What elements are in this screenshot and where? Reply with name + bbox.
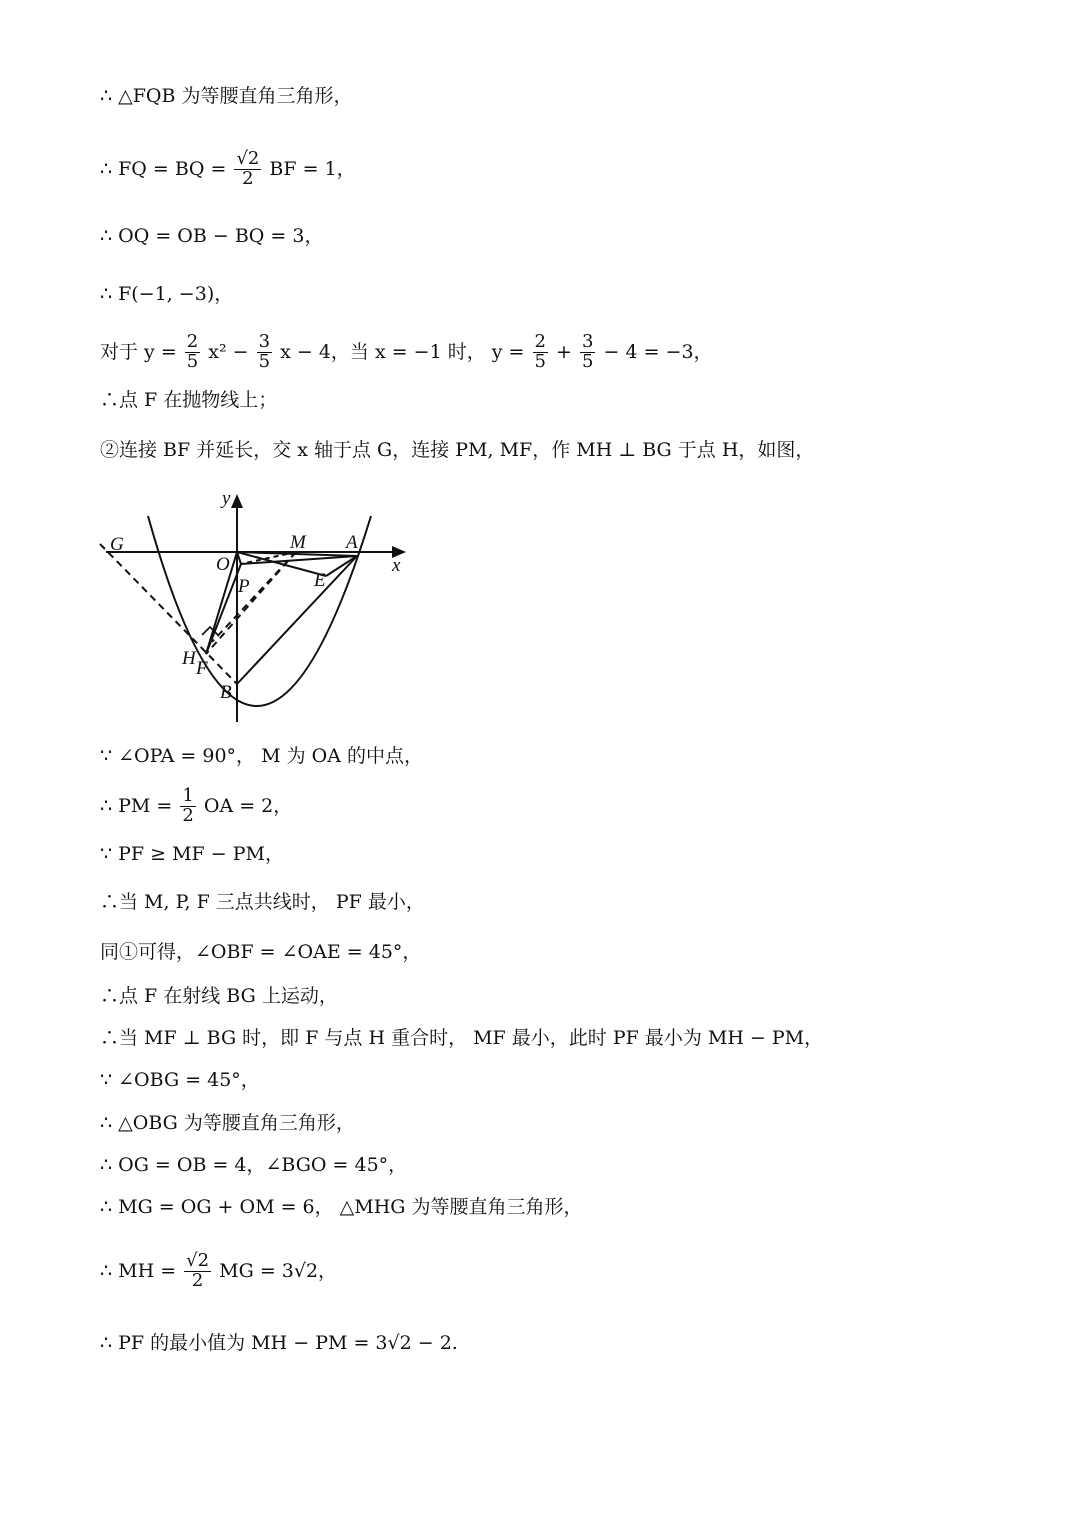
fraction-sqrt2-over-2: $\frac{√2}{2}$ [236,148,260,189]
line-4: ∴ F(−1, −3)， [100,283,234,305]
label-A: A [346,532,358,553]
line-2: ∴ FQ = BQ = $\frac{√2}{2}$ BF = 1， [100,148,356,189]
parabola-diagram [96,486,416,726]
line-12: 同①可得，∠OBF = ∠OAE = 45°， [100,941,422,963]
line-16: ∴ △OBG 为等腰直角三角形， [100,1112,355,1134]
line-7: ②连接 BF 并延长，交 x 轴于点 G，连接 PM, MF，作 MH ⊥ BG 于点 H，如图， [100,439,815,461]
line-14: ∴当 MF ⊥ BG 时，即 F 与点 H 重合时， MF 最小，此时 PF 最小为 MH − PM， [100,1027,824,1049]
segment-PF [206,564,241,654]
label-O: O [216,554,230,575]
segment-AB [237,556,357,684]
fraction: $\frac{3}{5}$ [258,331,271,372]
fraction-sqrt2-over-2: $\frac{√2}{2}$ [186,1250,210,1291]
label-M: M [290,532,306,553]
fraction: $\frac{2}{5}$ [186,331,199,372]
line-11: ∴当 M, P, F 三点共线时， PF 最小， [100,891,425,913]
line-19: ∴ MH = $\frac{√2}{2}$ MG = 3√2， [100,1250,338,1291]
fraction-one-half: $\frac{1}{2}$ [182,785,194,826]
line-3: ∴ OQ = OB − BQ = 3， [100,225,324,247]
y-axis-arrow-icon [231,494,243,508]
line-5: 对于 y = $\frac{2}{5}$ x² − $\frac{3}{5}$ x − 4，当 x = −1 时， y = $\frac{2}{5}$ + $\frac{3}{5}$ − 4 = −3， [100,331,713,372]
fraction: $\frac{2}{5}$ [534,331,546,372]
line-9: ∴ PM = $\frac{1}{2}$ OA = 2， [100,785,293,826]
line-18: ∴ MG = OG + OM = 6， △MHG 为等腰直角三角形， [100,1196,583,1218]
line-6: ∴点 F 在抛物线上； [100,389,278,411]
line-20: ∴ PF 的最小值为 MH − PM = 3√2 − 2. [100,1332,458,1354]
line-17: ∴ OG = OB = 4，∠BGO = 45°， [100,1154,408,1176]
line-8: ∵ ∠OPA = 90°， M 为 OA 的中点， [100,745,423,767]
label-E: E [314,570,326,591]
line-15: ∵ ∠OBG = 45°， [100,1069,260,1091]
line-13: ∴点 F 在射线 BG 上运动， [100,985,338,1007]
label-H: H [182,648,196,669]
fraction: $\frac{3}{5}$ [581,331,594,372]
label-P: P [238,576,250,597]
line-10: ∵ PF ≥ MF − PM， [100,843,284,865]
label-F: F [196,658,208,679]
label-B: B [220,682,232,703]
label-x: x [392,555,401,576]
parabola-curve [148,516,371,706]
line-1: ∴ △FQB 为等腰直角三角形， [100,85,353,107]
label-y: y [222,488,231,509]
label-G: G [110,534,124,555]
